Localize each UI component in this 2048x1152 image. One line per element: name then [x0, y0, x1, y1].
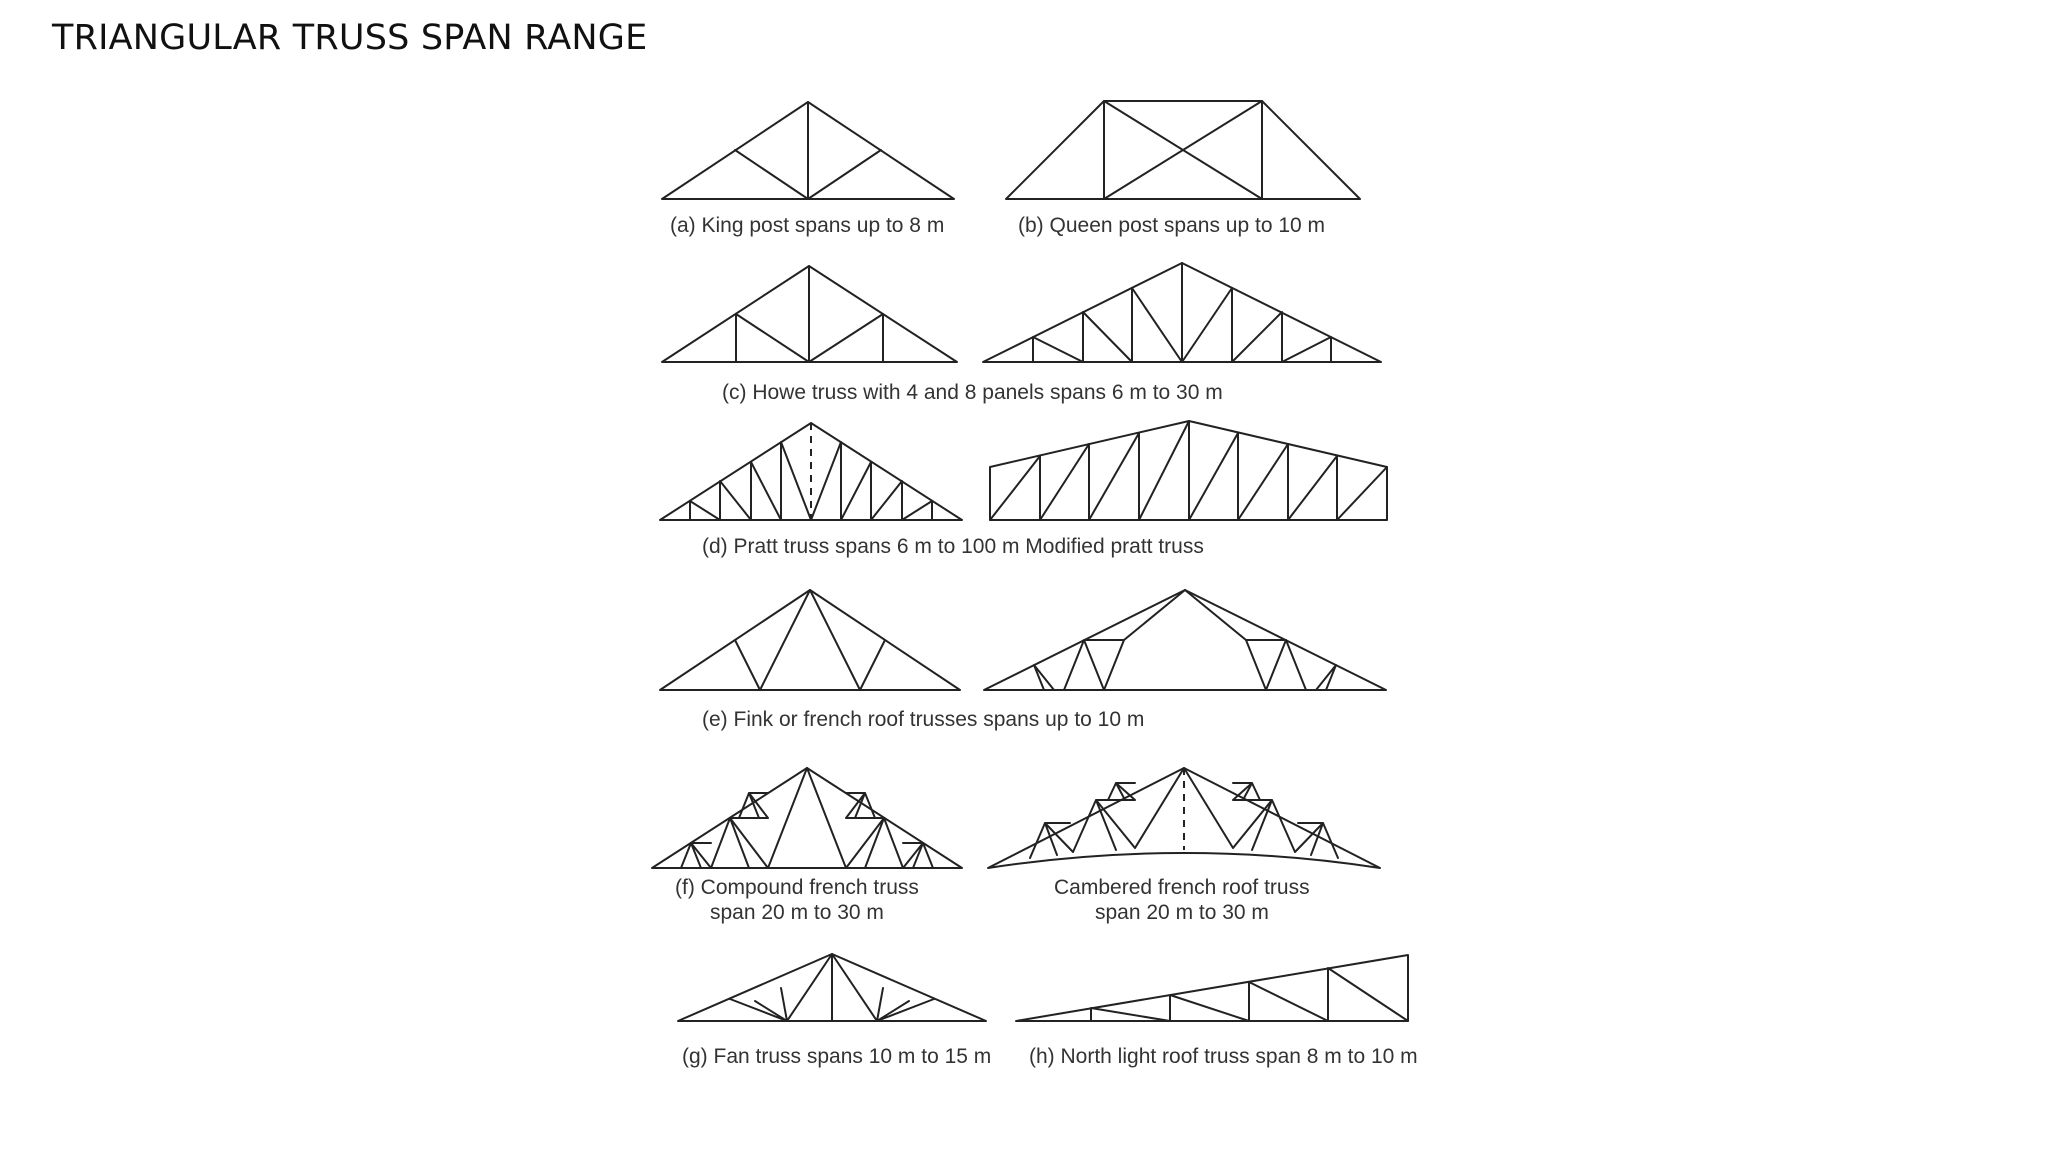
french-roof-truss — [984, 590, 1386, 690]
caption-cambered-french-line2: span 20 m to 30 m — [1095, 901, 1269, 924]
page-title: TRIANGULAR TRUSS SPAN RANGE — [52, 18, 648, 58]
queen-post-truss — [1006, 101, 1360, 199]
cambered-french-roof-truss — [988, 768, 1380, 868]
modified-pratt-truss — [990, 421, 1387, 520]
compound-french-truss — [652, 768, 962, 868]
caption-fan-truss: (g) Fan truss spans 10 m to 15 m — [682, 1045, 992, 1068]
caption-pratt-truss: (d) Pratt truss spans 6 m to 100 m Modified pratt truss — [702, 535, 1204, 558]
caption-cambered-french-line1: Cambered french roof truss — [1054, 876, 1310, 899]
king-post-truss — [662, 102, 954, 199]
caption-king-post: (a) King post spans up to 8 m — [670, 214, 945, 237]
fink-truss — [660, 590, 960, 690]
caption-fink-truss: (e) Fink or french roof trusses spans up to 10 m — [702, 708, 1145, 731]
caption-north-light-truss: (h) North light roof truss span 8 m to 10 m — [1029, 1045, 1418, 1068]
fan-truss — [678, 954, 986, 1021]
pratt-truss — [660, 423, 962, 520]
howe-truss-8-panels — [983, 263, 1381, 362]
north-light-roof-truss — [1016, 955, 1408, 1021]
howe-truss-4-panels — [662, 266, 957, 362]
caption-compound-french-line1: (f) Compound french truss — [675, 876, 919, 899]
caption-queen-post: (b) Queen post spans up to 10 m — [1018, 214, 1326, 237]
caption-howe-truss: (c) Howe truss with 4 and 8 panels spans 6 m to 30 m — [722, 381, 1223, 404]
caption-compound-french-line2: span 20 m to 30 m — [710, 901, 884, 924]
